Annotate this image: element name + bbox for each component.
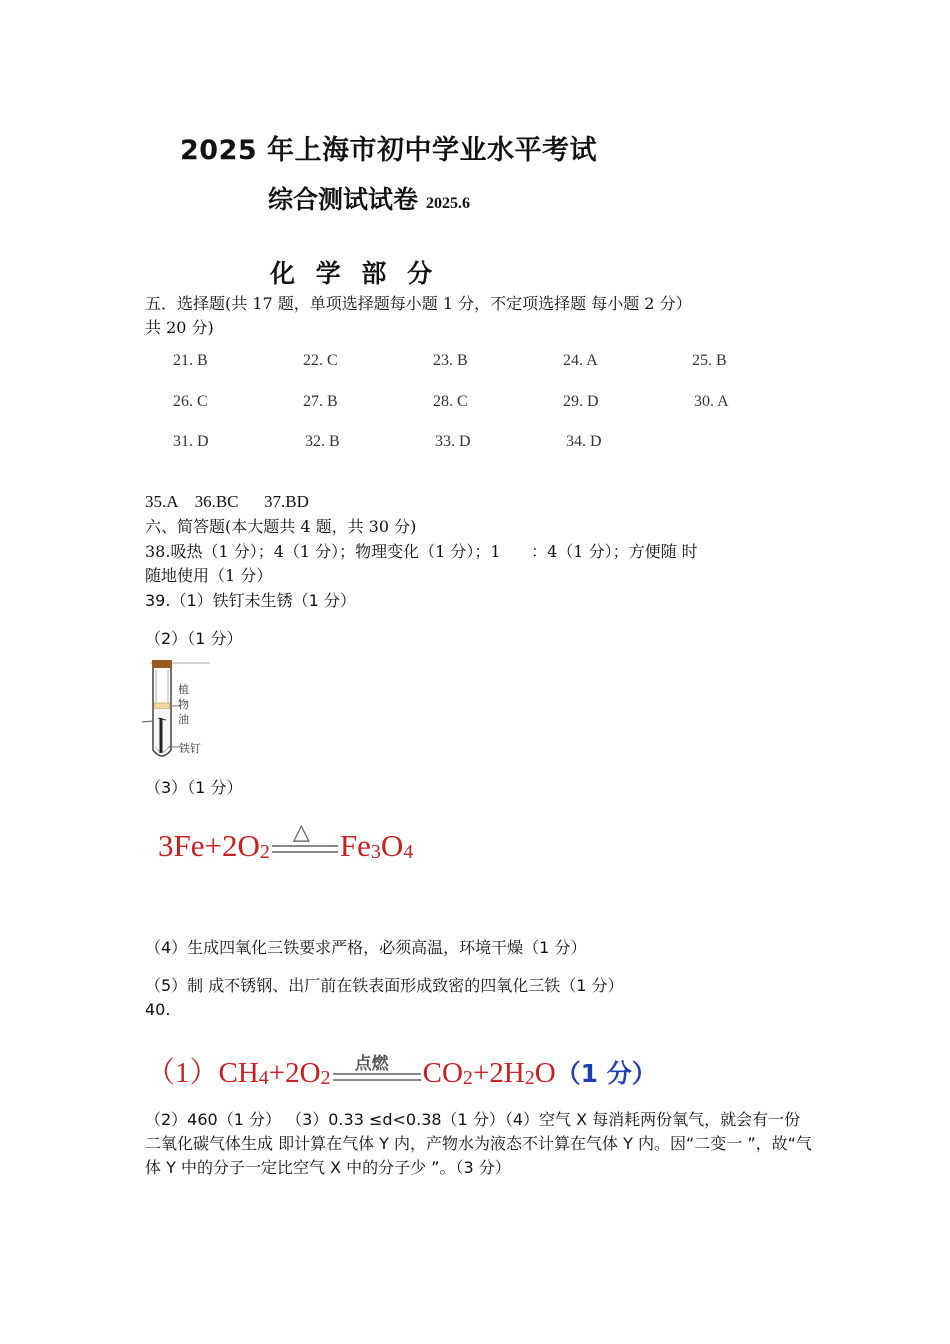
eq2-plus-o: +2O: [268, 1057, 321, 1089]
eq1-fe: Fe: [339, 828, 371, 863]
answer-32: 32. B: [305, 433, 340, 450]
eq2-score: （1 分）: [555, 1059, 657, 1088]
answer-24: 24. A: [563, 352, 598, 369]
section-title: 化 学 部 分: [270, 259, 439, 288]
eq2-prefix: （1）CH: [146, 1057, 259, 1089]
eq2-o-sub: 2: [320, 1067, 331, 1089]
answer-26: 26. C: [173, 393, 208, 410]
answer-22: 22. C: [303, 352, 338, 369]
answer-28: 28. C: [433, 393, 468, 410]
tube-label-3: 油: [178, 713, 189, 726]
q39-5: （5）制 成不锈钢、出厂前在铁表面形成致密的四氧化三铁（1 分）: [145, 976, 624, 995]
answer-25: 25. B: [692, 352, 727, 369]
part6-heading: 六、简答题(本大题共 4 题，共 30 分): [145, 517, 417, 536]
eq1-o-sub: 4: [403, 841, 414, 863]
q39-3: （3）（1 分）: [145, 778, 243, 797]
part5-heading: 五．选择题(共 17 题，单项选择题每小题 1 分，不定项选择题 每小题 2 分）: [145, 294, 692, 313]
eq2-ch-sub: 4: [258, 1067, 269, 1089]
eq1-fe-sub: 3: [370, 841, 381, 863]
equation-methane-combustion: [146, 1050, 657, 1091]
q39-1: 39.（1）铁钉未生锈（1 分）: [145, 591, 356, 610]
test-tube-figure: [140, 658, 220, 766]
eq2-co: CO: [422, 1057, 463, 1089]
tube-label-oil: [178, 682, 189, 727]
answer-29: 29. D: [563, 393, 599, 410]
exam-date: 2025.6: [426, 195, 471, 212]
tube-label-nail: 铁钉: [179, 742, 201, 755]
eq2-condition-text: 点燃: [354, 1054, 389, 1075]
eq2-condition-sign: [333, 1054, 421, 1085]
tube-label-2: 物: [178, 698, 189, 711]
answer-21: 21. B: [173, 352, 208, 369]
q40-label: 40.: [145, 1000, 171, 1019]
answer-27: 27. B: [303, 393, 338, 410]
eq1-condition-sign: [272, 818, 338, 859]
answer-34: 34. D: [566, 433, 602, 450]
q39-4: （4）生成四氧化三铁要求严格，必须高温，环境干燥（1 分）: [145, 938, 587, 957]
q40-answer-text: （2）460（1 分） （3）0.33 ≤d<0.38（1 分）（4）空气 X 每消耗两份氧气，就会有一份二氧化碳气体生成 即计算在气体 Y 内，产物水为液态不计算在气体 Y 内。因“二变一 ”，故“气 体 Y 中的分子一定比空气 X 中的分子少 ”。（3 分）: [145, 1110, 812, 1177]
exam-title: 2025 年上海市初中学业水平考试: [180, 135, 598, 166]
heat-triangle-icon: △: [292, 818, 310, 844]
answers-35-37: 35.A 36.BC 37.BD: [145, 492, 309, 511]
eq2-h-sub: 2: [524, 1067, 535, 1089]
tube-label-1: 植: [178, 683, 189, 696]
eq1-left-sub: 2: [259, 841, 270, 863]
answer-33: 33. D: [435, 433, 471, 450]
eq2-o-end: O: [534, 1057, 556, 1089]
answer-31: 31. D: [173, 433, 209, 450]
eq2-plus-h: +2H: [472, 1057, 525, 1089]
eq2-co-sub: 2: [462, 1067, 473, 1089]
q39-2: （2）（1 分）: [145, 629, 243, 648]
part5-heading-cont: 共 20 分): [145, 318, 214, 337]
eq1-o: O: [380, 828, 404, 863]
answer-23: 23. B: [433, 352, 468, 369]
q38-answer: 38.吸热（1 分）；4（1 分）；物理变化（1 分）；1 ：4（1 分）；方便随 时: [145, 542, 698, 561]
q38-answer-cont: 随地使用（1 分）: [145, 566, 273, 585]
equation-iron-oxygen: [158, 818, 414, 864]
answer-30: 30. A: [694, 393, 729, 410]
subtitle-text: 综合测试试卷: [268, 185, 419, 214]
eq1-left: 3Fe+2O: [158, 828, 260, 863]
exam-subtitle: [268, 180, 470, 216]
